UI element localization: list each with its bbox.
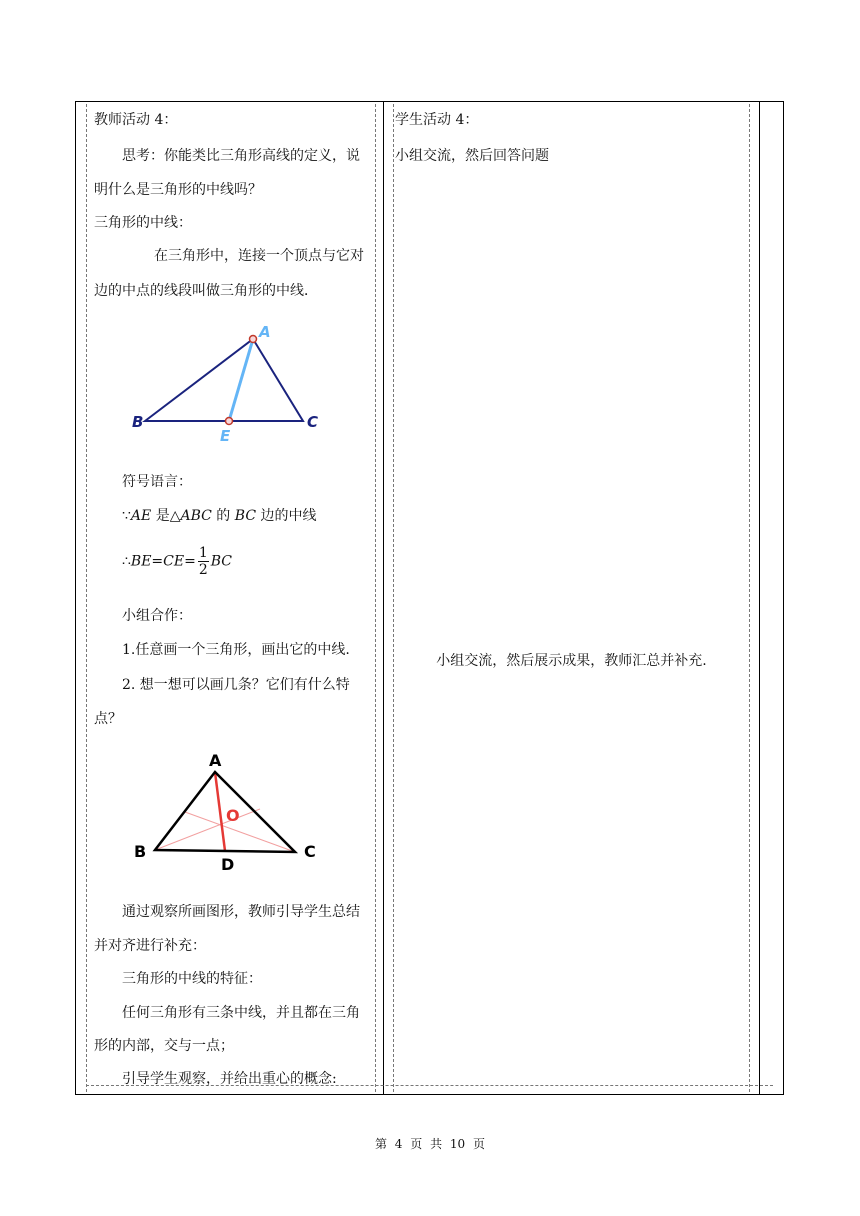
student-activity-header: 学生活动 4： xyxy=(395,112,479,128)
page-number: 4 xyxy=(394,1137,403,1151)
median-ad xyxy=(215,772,225,851)
three-medians-figure xyxy=(128,746,328,876)
point-e xyxy=(226,418,233,425)
task-2-line-1: 2. 想一想可以画几条？它们有什么特 xyxy=(122,677,350,693)
triangle-abc xyxy=(145,339,303,421)
feature-title: 三角形的中线的特征： xyxy=(122,971,262,987)
lesson-table xyxy=(75,101,784,1095)
label-c: C xyxy=(304,842,316,861)
teacher-activity-header: 教师活动 4： xyxy=(94,112,178,128)
guide-line: 引导学生观察，并给出重心的概念: xyxy=(122,1071,337,1087)
group-work-title: 小组合作： xyxy=(122,608,192,624)
label-b: B xyxy=(134,842,147,861)
point-a xyxy=(250,336,257,343)
label-b: B xyxy=(132,413,144,431)
median-ae xyxy=(229,339,253,421)
definition-line-2: 边的中点的线段叫做三角形的中线． xyxy=(94,283,318,299)
feature-line-1: 任何三角形有三条中线，并且都在三角 xyxy=(122,1005,360,1021)
teacher-activity-cell xyxy=(76,102,383,1094)
because-statement: ∵AE 是△ABC 的 BC 边的中线 xyxy=(122,508,317,524)
symbol-title: 符号语言： xyxy=(122,474,192,490)
therefore-statement: ∴BE=CE= $\frac{1}{2}$ BC xyxy=(122,545,233,578)
task-2-line-2: 点？ xyxy=(94,711,122,727)
column-divider-right xyxy=(759,102,760,1094)
page-footer: 第 4 页 共 10 页 xyxy=(374,1137,486,1151)
triangle-abc xyxy=(155,772,295,852)
feature-line-2: 形的内部，交与一点； xyxy=(94,1038,234,1054)
task-1: 1.任意画一个三角形，画出它的中线. xyxy=(122,642,350,658)
observe-line-1: 通过观察所画图形，教师引导学生总结 xyxy=(122,904,360,920)
student-activity-cell xyxy=(384,102,759,1094)
definition-line-1: 在三角形中，连接一个顶点与它对 xyxy=(154,248,364,264)
label-d: D xyxy=(221,855,235,874)
label-c: C xyxy=(307,413,319,431)
label-o: O xyxy=(226,806,240,825)
label-e: E xyxy=(220,427,231,445)
think-line-1: 思考：你能类比三角形高线的定义，说 xyxy=(122,148,360,164)
observe-line-2: 并对齐进行补充： xyxy=(94,938,206,954)
median-title: 三角形的中线： xyxy=(94,215,192,231)
label-a: A xyxy=(209,751,222,770)
student-line-2: 小组交流，然后展示成果，教师汇总并补充. xyxy=(436,653,707,669)
student-line-1: 小组交流，然后回答问题 xyxy=(395,148,549,164)
one-half-fraction: $\frac{1}{2}$ xyxy=(198,545,208,578)
median-ae-figure xyxy=(126,320,331,445)
label-a: A xyxy=(259,323,271,341)
total-pages: 10 xyxy=(449,1137,466,1151)
think-line-2: 明什么是三角形的中线吗？ xyxy=(94,182,262,198)
